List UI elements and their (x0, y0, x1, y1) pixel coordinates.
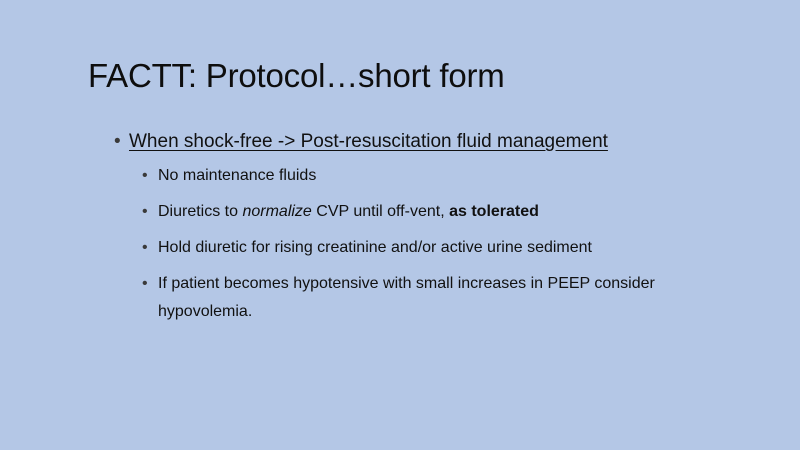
sub-bullet-text: If patient becomes hypotensive with small increases in PEEP consider hypovolemia. (158, 275, 655, 320)
bullet-icon: • (142, 239, 148, 256)
sub-bullet-text (158, 198, 678, 226)
level1-bullet-text: When shock-free -> Post-resuscitation fluid management (129, 131, 608, 152)
sub-bullet-text: No maintenance fluids (158, 167, 317, 184)
bullet-icon: • (142, 167, 148, 184)
text-run: Diuretics to (158, 203, 243, 220)
bullet-icon: • (142, 275, 148, 292)
slide-title: FACTT: Protocol…short form (88, 57, 505, 94)
text-run: CVP until off-vent, (311, 203, 450, 220)
bullet-icon: • (114, 131, 121, 152)
bold-text: as tolerated (449, 203, 539, 220)
sub-bullet-text: Hold diuretic for rising creatinine and/or active urine sediment (158, 239, 592, 256)
emphasis-text: normalize (242, 203, 312, 220)
bullet-icon: • (142, 203, 148, 220)
